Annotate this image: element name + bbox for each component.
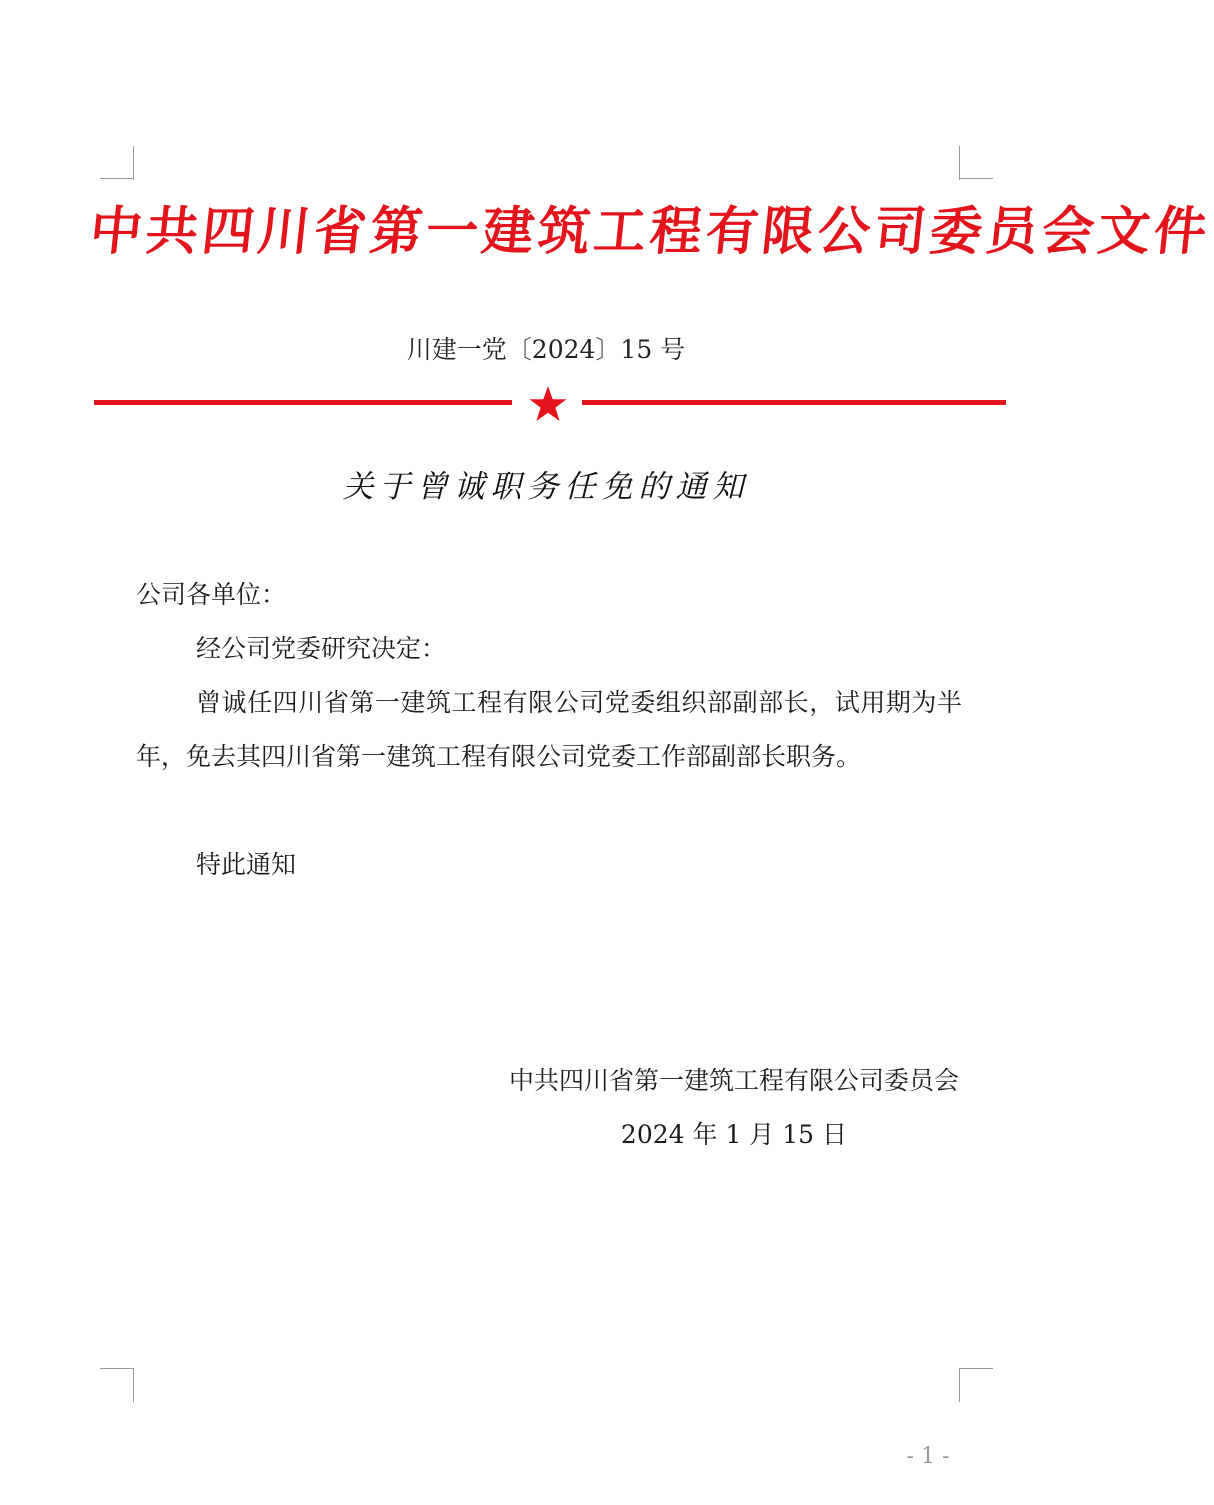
crop-mark-top-left-horizontal [100,178,134,179]
salutation: 公司各单位： [136,580,287,609]
crop-mark-bottom-left-horizontal [100,1368,134,1369]
red-divider-left [94,400,512,405]
crop-mark-top-right-horizontal [959,178,993,179]
document-title: 关于曾诚职务任免的通知 [342,469,750,505]
org-header-title: 中共四川省第一建筑工程有限公司委员会文件 [86,202,1214,262]
body-paragraph-1: 经公司党委研究决定： [196,634,447,663]
crop-mark-bottom-left-vertical [133,1368,134,1402]
crop-mark-top-right-vertical [959,146,960,180]
star-icon [528,384,568,424]
star-shape [530,386,567,421]
body-paragraph-3: 特此通知 [196,850,297,879]
page-number: - 1 - [906,1444,950,1469]
document-number: 川建一党〔2024〕15 号 [406,335,686,364]
signature-organization: 中共四川省第一建筑工程有限公司委员会 [508,1066,959,1095]
crop-mark-top-left-vertical [133,146,134,180]
crop-mark-bottom-right-vertical [959,1368,960,1402]
crop-mark-bottom-right-horizontal [959,1368,993,1369]
signature-date: 2024 年 1 月 15 日 [620,1120,847,1149]
body-paragraph-2: 曾诚任四川省第一建筑工程有限公司党委组织部副部长，试用期为半年，免去其四川省第一建筑工程有限公司党委工作部副部长职务。 [136,688,962,771]
red-divider-right [582,400,1006,405]
